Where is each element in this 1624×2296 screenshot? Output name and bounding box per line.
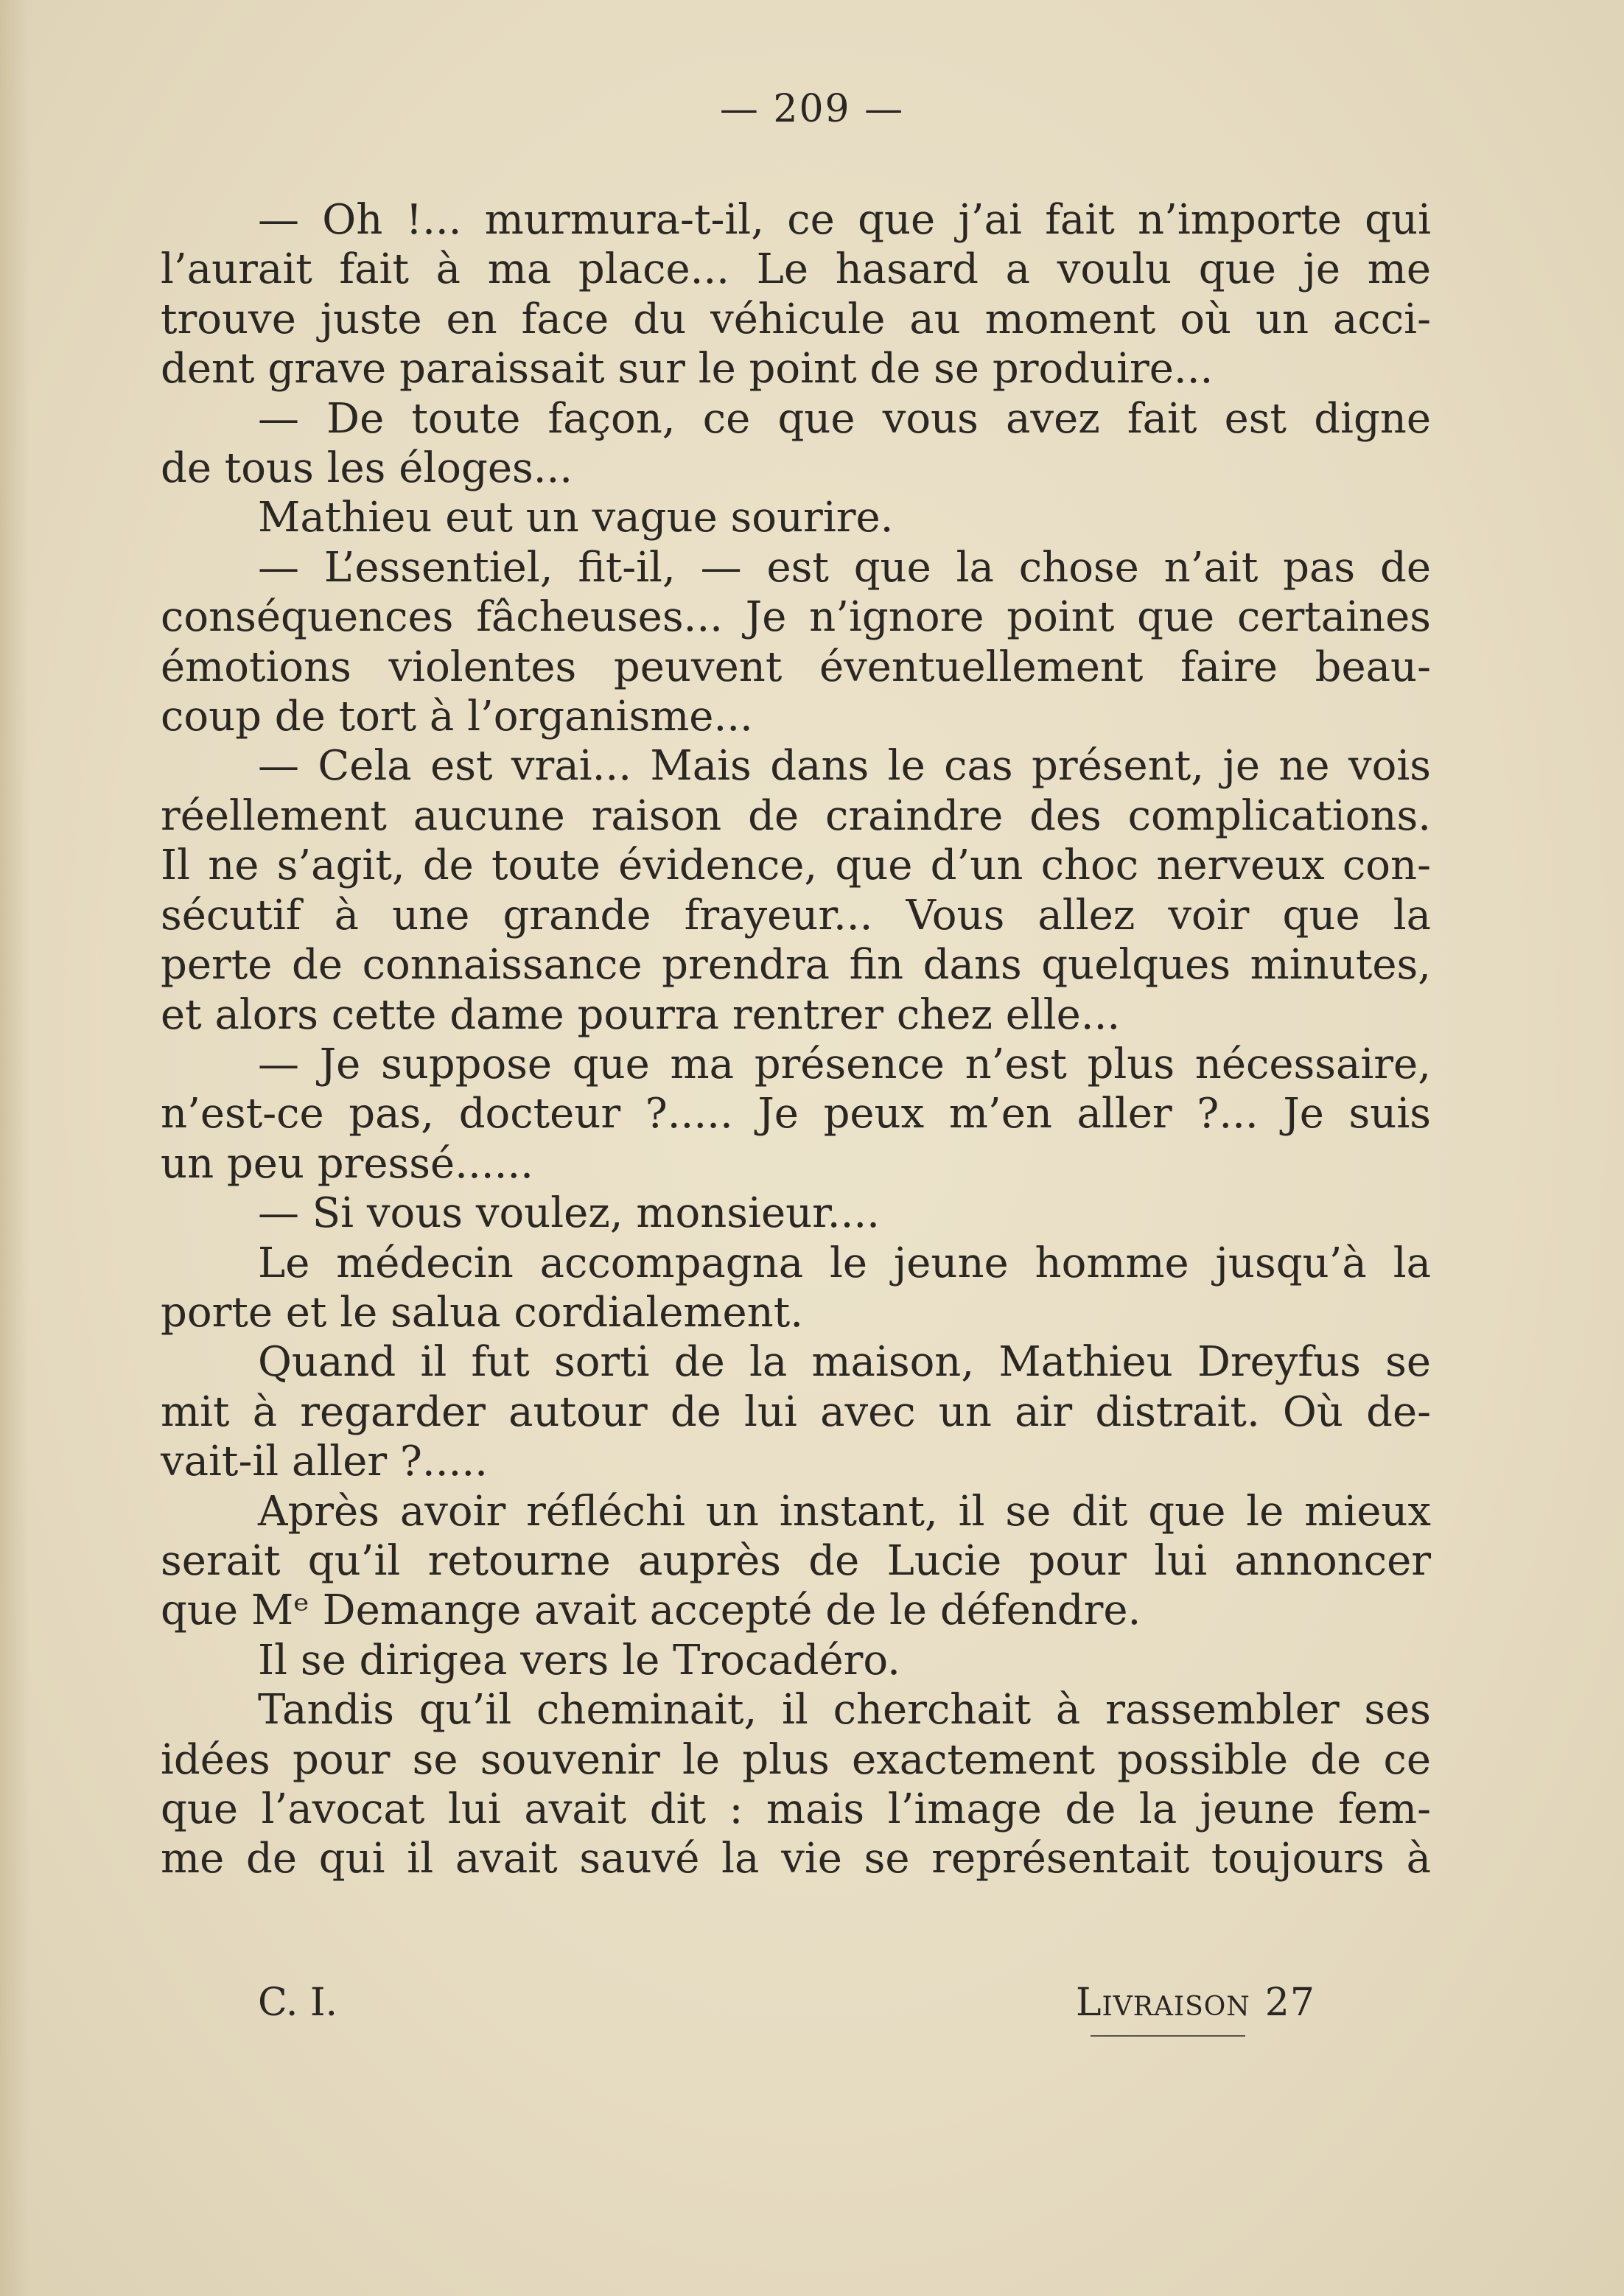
text-line: et alors cette dame pourra rentrer chez elle... <box>161 990 1121 1039</box>
text-line: mit à regarder autour de lui avec un air distrait. Où de- <box>161 1387 1431 1436</box>
text-line: trouve juste en face du véhicule au moment où un acci- <box>161 295 1431 343</box>
text-line: idées pour se souvenir le plus exactement possible de ce <box>161 1735 1431 1784</box>
text-line: n’est-ce pas, docteur ?..... Je peux m’en aller ?... Je suis <box>161 1090 1431 1138</box>
text-line: me de qui il avait sauvé la vie se représentait toujours à <box>161 1835 1431 1883</box>
text-line: conséquences fâcheuses... Je n’ignore point que certaines <box>161 593 1431 642</box>
page-edge-shadow <box>0 0 29 2296</box>
text-line: un peu pressé...... <box>161 1139 533 1188</box>
livraison-word: Livraison <box>1076 1981 1250 2025</box>
text-line: perte de connaissance prendra fin dans quelques minutes, <box>161 941 1431 990</box>
text-line: — Si vous voulez, monsieur.... <box>258 1189 880 1238</box>
text-line: serait qu’il retourne auprès de Lucie pour lui annoncer <box>161 1536 1431 1585</box>
text-line: émotions violentes peuvent éventuellement faire beau- <box>161 643 1431 691</box>
text-line: porte et le salua cordialement. <box>161 1288 804 1337</box>
text-line: Tandis qu’il cheminait, il cherchait à rassembler ses <box>258 1686 1431 1735</box>
text-line: — L’essentiel, fit-il, — est que la chose n’ait pas de <box>258 543 1431 592</box>
text-line: — Oh !... murmura-t-il, ce que j’ai fait n’importe qui <box>258 196 1431 244</box>
text-line: — De toute façon, ce que vous avez fait est digne <box>258 394 1431 443</box>
text-line: Après avoir réfléchi un instant, il se dit que le mieux <box>258 1487 1431 1536</box>
text-line: Le médecin accompagna le jeune homme jusqu’à la <box>258 1239 1431 1287</box>
text-line: — Je suppose que ma présence n’est plus nécessaire, <box>258 1040 1431 1088</box>
text-line: Mathieu eut un vague sourire. <box>258 494 894 542</box>
text-line: réellement aucune raison de craindre des complications. <box>161 791 1431 840</box>
text-line: vait-il aller ?..... <box>161 1438 488 1486</box>
page-number: — 209 — <box>719 87 905 131</box>
text-line: Il se dirigea vers le Trocadéro. <box>258 1636 900 1684</box>
livraison-label <box>1076 1981 1315 2025</box>
text-line: que l’avocat lui avait dit : mais l’image de la jeune fem- <box>161 1785 1431 1833</box>
text-line: de tous les éloges... <box>161 444 573 493</box>
text-line: Il ne s’agit, de toute évidence, que d’un choc nerveux con- <box>161 841 1431 890</box>
body-text <box>161 195 1431 1884</box>
livraison-number: 27 <box>1264 1981 1315 2025</box>
livraison-rule <box>1091 2035 1245 2037</box>
text-line: coup de tort à l’organisme... <box>161 693 753 741</box>
text-line: Quand il fut sorti de la maison, Mathieu Dreyfus se <box>258 1338 1431 1387</box>
text-line: que Mᵉ Demange avait accepté de le défendre. <box>161 1586 1141 1635</box>
signature-mark: C. I. <box>258 1981 338 2025</box>
text-line: dent grave paraissait sur le point de se produire... <box>161 345 1214 393</box>
text-line: — Cela est vrai... Mais dans le cas présent, je ne vois <box>258 742 1431 791</box>
text-line: l’aurait fait à ma place... Le hasard a voulu que je me <box>161 245 1431 294</box>
text-line: sécutif à une grande frayeur... Vous allez voir que la <box>161 891 1431 939</box>
